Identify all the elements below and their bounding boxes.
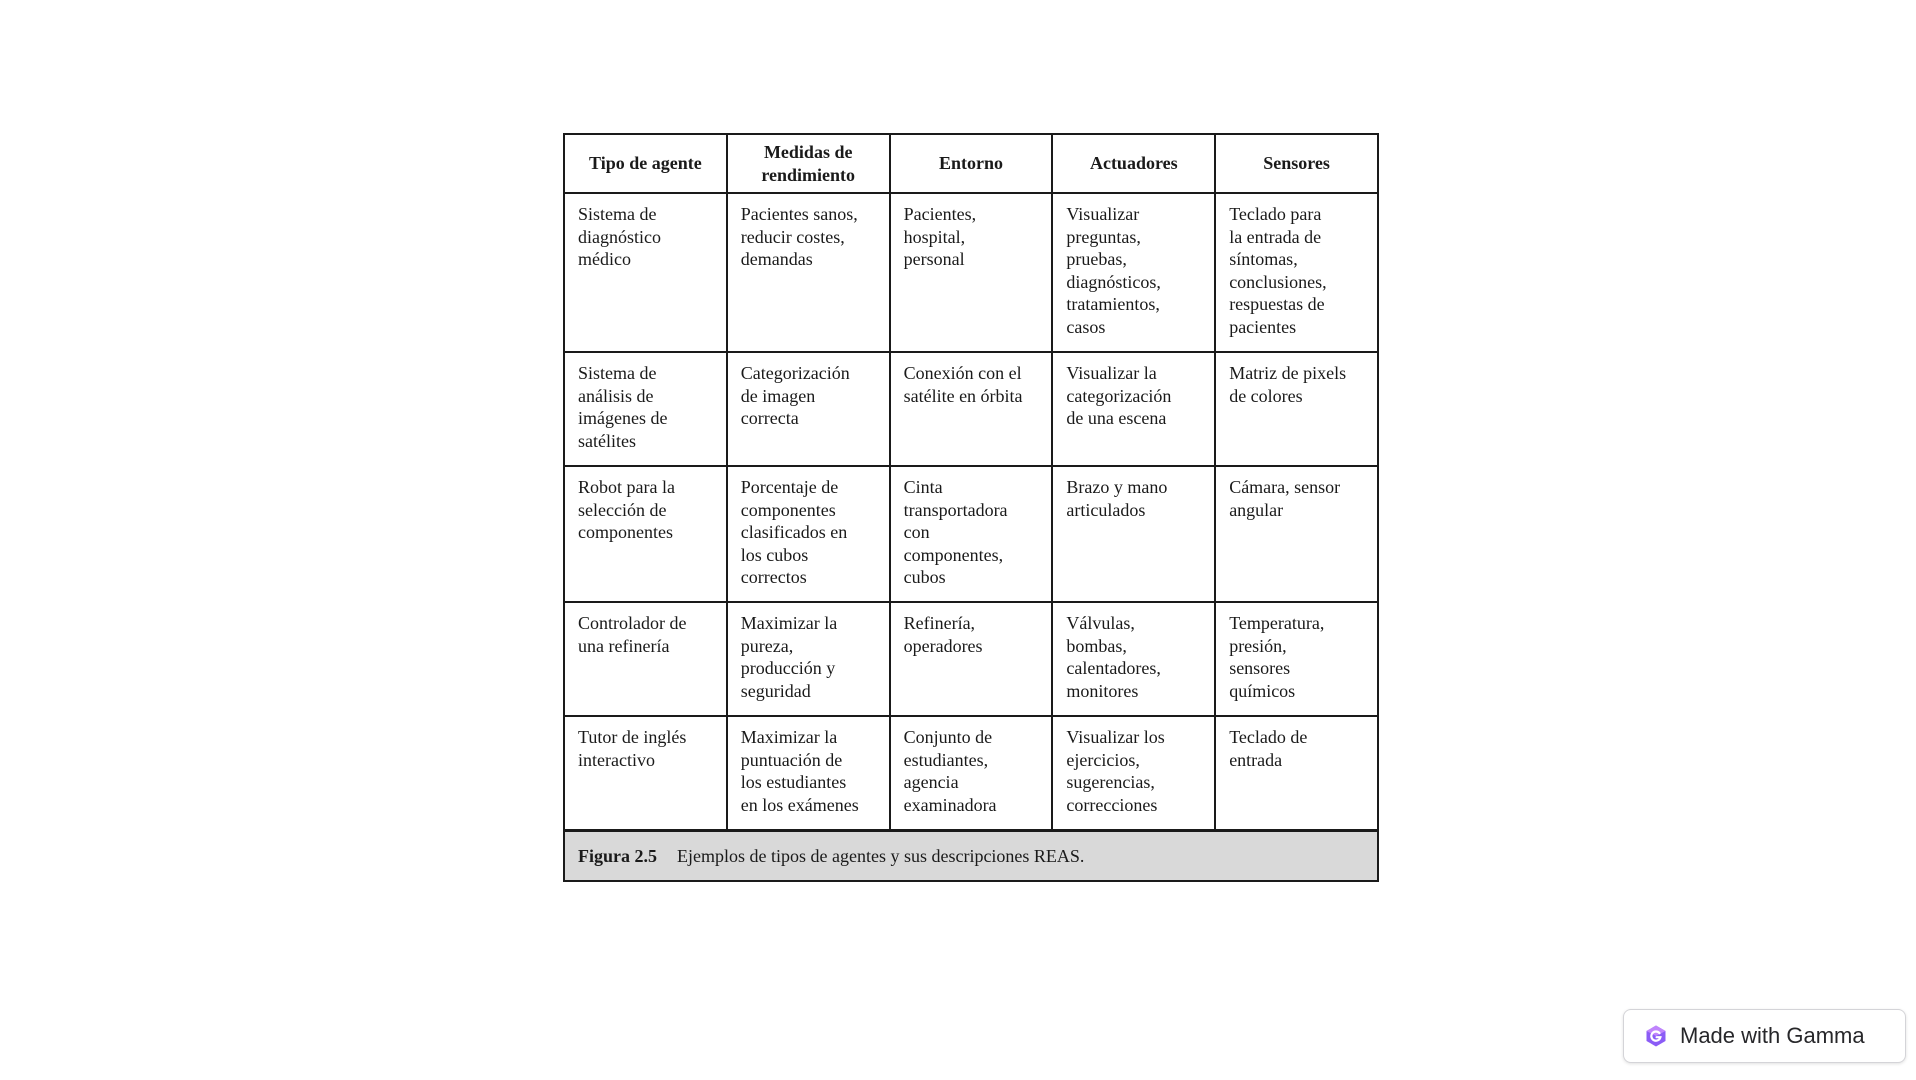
- caption-text: Ejemplos de tipos de agentes y sus descripciones REAS.: [677, 845, 1085, 866]
- table-cell: [890, 716, 1053, 831]
- cell-line: en los exámenes: [740, 794, 859, 815]
- header-cell: Medidas de rendimiento: [727, 134, 890, 193]
- cell-line: reducir costes,: [740, 226, 845, 247]
- cell-line: pacientes: [1229, 316, 1297, 337]
- cell-line: categorización: [1066, 385, 1172, 406]
- reas-table: [563, 133, 1379, 832]
- table-cell: [1215, 716, 1378, 831]
- cell-line: componentes,: [903, 544, 1004, 565]
- cell-line: cubos: [903, 567, 946, 587]
- cell-line: calentadores,: [1066, 658, 1161, 678]
- table-body: [564, 193, 1378, 831]
- cell-line: Sistema de: [578, 363, 657, 383]
- cell-line: articulados: [1066, 499, 1146, 520]
- table-cell: [564, 602, 727, 716]
- table-cell: [1052, 466, 1215, 602]
- cell-line: Maximizar la: [740, 613, 838, 633]
- caption-label: Figura 2.5: [578, 845, 657, 866]
- table-cell: [1052, 193, 1215, 352]
- table-row: [564, 352, 1378, 466]
- header-cell: Actuadores: [1052, 134, 1215, 193]
- cell-line: pruebas,: [1066, 249, 1127, 269]
- table-cell: [1052, 602, 1215, 716]
- figure-caption: [563, 832, 1379, 882]
- cell-line: Tutor de inglés: [578, 727, 687, 747]
- cell-line: agencia: [903, 772, 959, 792]
- cell-line: examinadora: [903, 794, 997, 815]
- table-row: [564, 602, 1378, 716]
- cell-line: satélites: [578, 430, 636, 451]
- cell-line: correcta: [740, 408, 799, 428]
- table-cell: [564, 352, 727, 466]
- gamma-logo-icon: [1644, 1024, 1668, 1048]
- table-cell: [1215, 602, 1378, 716]
- cell-line: sensores: [1229, 658, 1291, 678]
- cell-line: monitores: [1066, 680, 1139, 701]
- table-cell: [1215, 193, 1378, 352]
- cell-line: Controlador de: [578, 613, 687, 633]
- cell-line: Cámara, sensor: [1229, 477, 1341, 497]
- cell-line: médico: [578, 249, 631, 269]
- cell-line: con: [903, 522, 930, 542]
- cell-line: conclusiones,: [1229, 271, 1327, 292]
- cell-line: estudiantes,: [903, 749, 989, 770]
- cell-line: puntuación de: [740, 749, 843, 770]
- cell-line: preguntas,: [1066, 226, 1141, 247]
- cell-line: diagnóstico: [578, 226, 661, 247]
- cell-line: personal: [903, 249, 965, 269]
- table-cell: [1215, 466, 1378, 602]
- cell-line: bombas,: [1066, 635, 1127, 656]
- table-row: [564, 466, 1378, 602]
- cell-line: seguridad: [740, 680, 811, 701]
- cell-line: pureza,: [740, 635, 794, 656]
- header-cell: Sensores: [1215, 134, 1378, 193]
- made-with-gamma-badge[interactable]: [1623, 1009, 1906, 1063]
- cell-line: demandas: [740, 249, 813, 269]
- badge-label: Made with Gamma: [1680, 1023, 1865, 1048]
- table-cell: [890, 352, 1053, 466]
- cell-line: análisis de: [578, 385, 654, 406]
- cell-line: Teclado para: [1229, 204, 1322, 224]
- cell-line: entrada: [1229, 749, 1283, 770]
- table-cell: [890, 602, 1053, 716]
- cell-line: Maximizar la: [740, 727, 838, 747]
- table-cell: [1215, 352, 1378, 466]
- cell-line: presión,: [1229, 635, 1287, 656]
- table-cell: [727, 352, 890, 466]
- cell-line: Teclado de: [1229, 727, 1308, 747]
- cell-line: Visualizar: [1066, 204, 1140, 224]
- cell-line: Visualizar los: [1066, 727, 1165, 747]
- cell-line: Porcentaje de: [740, 477, 839, 497]
- table-cell: [727, 716, 890, 831]
- table-cell: [890, 193, 1053, 352]
- cell-line: operadores: [903, 635, 983, 656]
- cell-line: Refinería,: [903, 613, 976, 633]
- cell-line: clasificados en: [740, 522, 848, 542]
- table-cell: [1052, 352, 1215, 466]
- cell-line: ejercicios,: [1066, 749, 1140, 770]
- cell-line: correctos: [740, 567, 807, 587]
- cell-line: angular: [1229, 499, 1284, 520]
- cell-line: Brazo y mano: [1066, 477, 1168, 497]
- table-cell: [727, 602, 890, 716]
- cell-line: componentes: [740, 499, 836, 520]
- cell-line: tratamientos,: [1066, 294, 1160, 314]
- table-cell: [1052, 716, 1215, 831]
- cell-line: satélite en órbita: [903, 385, 1023, 406]
- cell-line: transportadora: [903, 499, 1008, 520]
- table-cell: [564, 193, 727, 352]
- cell-line: de colores: [1229, 385, 1303, 406]
- cell-line: Conexión con el: [903, 363, 1022, 383]
- cell-line: de una escena: [1066, 408, 1167, 428]
- cell-line: Pacientes,: [903, 204, 977, 224]
- cell-line: Matriz de pixels: [1229, 363, 1347, 383]
- cell-line: la entrada de: [1229, 226, 1322, 247]
- cell-line: Temperatura,: [1229, 613, 1325, 633]
- cell-line: diagnósticos,: [1066, 271, 1161, 292]
- cell-line: los cubos: [740, 544, 809, 565]
- header-cell: Tipo de agente: [564, 134, 727, 193]
- cell-line: correcciones: [1066, 794, 1158, 815]
- cell-line: casos: [1066, 316, 1106, 337]
- table-header-row: [564, 134, 1378, 193]
- cell-line: Sistema de: [578, 204, 657, 224]
- table-row: [564, 716, 1378, 831]
- cell-line: Válvulas,: [1066, 613, 1135, 633]
- table-row: [564, 193, 1378, 352]
- cell-line: componentes: [578, 522, 673, 542]
- table-cell: [890, 466, 1053, 602]
- cell-line: Conjunto de: [903, 727, 993, 747]
- cell-line: químicos: [1229, 680, 1296, 701]
- cell-line: Cinta: [903, 477, 943, 497]
- cell-line: Visualizar la: [1066, 363, 1157, 383]
- cell-line: sugerencias,: [1066, 772, 1155, 792]
- table-cell: [564, 466, 727, 602]
- cell-line: de imagen: [740, 385, 816, 406]
- cell-line: síntomas,: [1229, 249, 1298, 269]
- cell-line: interactivo: [578, 749, 655, 770]
- cell-line: los estudiantes: [740, 772, 847, 792]
- cell-line: selección de: [578, 499, 667, 520]
- cell-line: imágenes de: [578, 408, 668, 428]
- figure-2-5: [563, 133, 1379, 882]
- cell-line: Pacientes sanos,: [740, 204, 858, 224]
- table-cell: [727, 193, 890, 352]
- cell-line: respuestas de: [1229, 294, 1325, 314]
- cell-line: producción y: [740, 658, 836, 678]
- cell-line: Robot para la: [578, 477, 675, 497]
- cell-line: hospital,: [903, 226, 966, 247]
- table-cell: [564, 716, 727, 831]
- table-cell: [727, 466, 890, 602]
- cell-line: Categorización: [740, 363, 850, 383]
- cell-line: una refinería: [578, 635, 670, 656]
- header-cell: Entorno: [890, 134, 1053, 193]
